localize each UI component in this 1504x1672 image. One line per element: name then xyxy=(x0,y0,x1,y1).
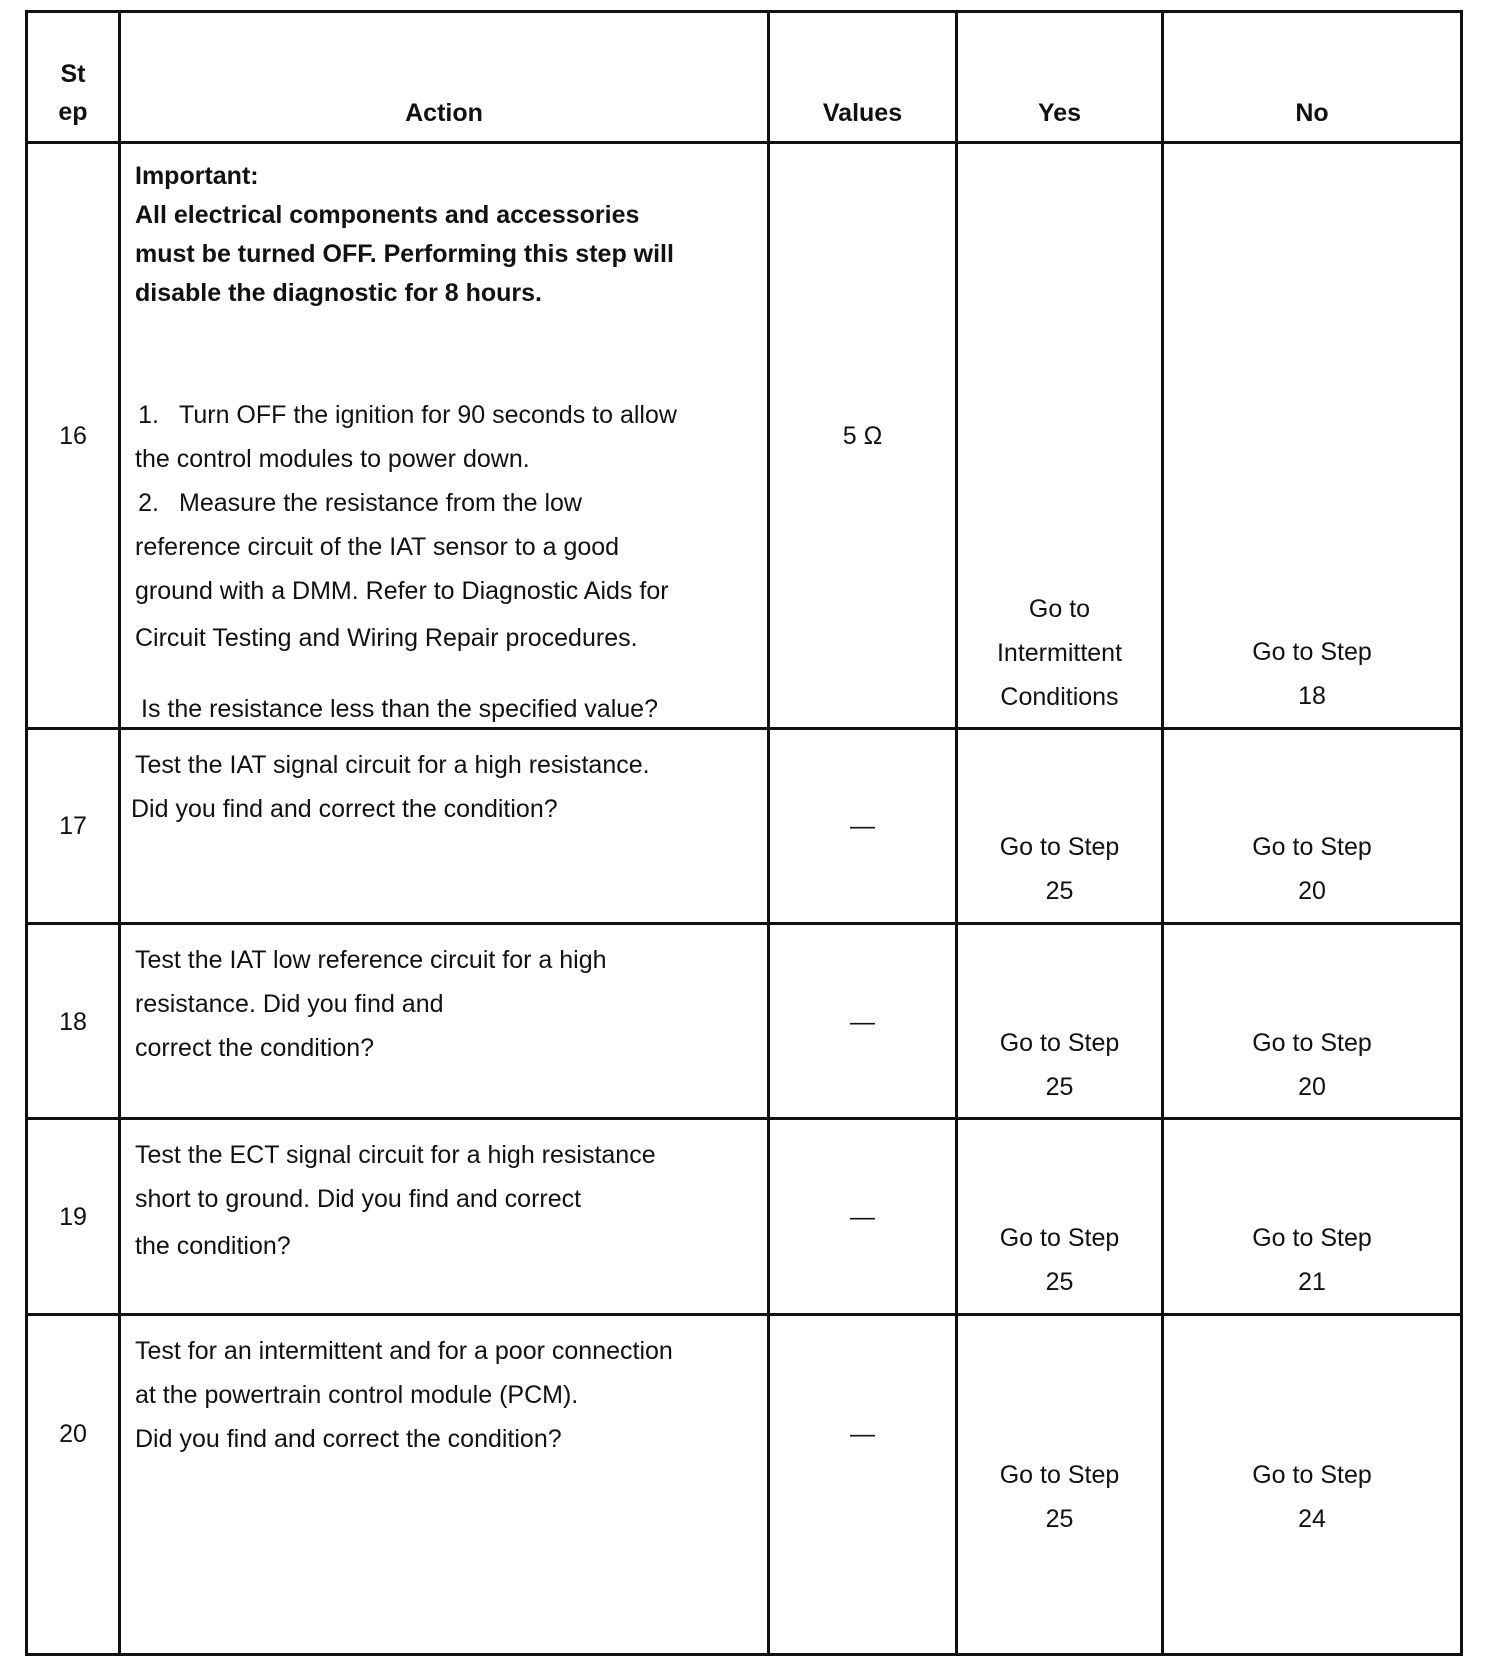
yes-line: Intermittent xyxy=(996,639,1123,667)
procedure-line: ground with a DMM. Refer to Diagnostic Aids for xyxy=(135,577,669,605)
question: Is the resistance less than the specified value? xyxy=(141,695,658,723)
row-18-action xyxy=(135,938,765,1070)
action-line: Test the ECT signal circuit for a high resistance xyxy=(135,1141,656,1169)
row-18-step: 18 xyxy=(59,1008,87,1036)
header-step-line: ep xyxy=(58,98,88,126)
grid-line xyxy=(25,922,1463,925)
no-line: 20 xyxy=(1298,1073,1326,1101)
row-20-step: 20 xyxy=(59,1420,87,1448)
grid-line xyxy=(25,10,1463,13)
procedure-line: the control modules to power down. xyxy=(135,445,530,473)
header-step-line: St xyxy=(60,60,86,88)
action-line: at the powertrain control module (PCM). xyxy=(135,1381,579,1409)
row-18-no xyxy=(1164,1021,1460,1109)
row-19-yes xyxy=(958,1216,1161,1304)
important-line: disable the diagnostic for 8 hours. xyxy=(135,279,543,307)
row-17-value: — xyxy=(850,812,875,840)
row-20-no xyxy=(1164,1453,1460,1541)
grid-line xyxy=(25,1313,1463,1316)
procedure-line: reference circuit of the IAT sensor to a good xyxy=(135,533,620,561)
procedure-number: 2. xyxy=(138,489,159,517)
procedure-line: Circuit Testing and Wiring Repair procedures. xyxy=(135,624,638,652)
row-17-action xyxy=(131,743,765,831)
row-16-no xyxy=(1164,630,1460,718)
row-16-action xyxy=(135,157,765,731)
header-yes: Yes xyxy=(1037,99,1082,127)
no-line: 24 xyxy=(1298,1505,1326,1533)
no-line: 21 xyxy=(1298,1268,1326,1296)
procedure-text: Measure the resistance from the low xyxy=(179,489,582,517)
row-19-step: 19 xyxy=(59,1203,87,1231)
row-19-no xyxy=(1164,1216,1460,1304)
row-16-yes xyxy=(958,587,1161,719)
action-line: short to ground. Did you find and correct xyxy=(135,1185,582,1213)
header-action: Action xyxy=(405,99,483,127)
header-step xyxy=(28,55,118,131)
important-line: must be turned OFF. Performing this step will xyxy=(135,240,674,268)
row-16-step: 16 xyxy=(59,422,87,450)
row-17-step: 17 xyxy=(59,812,87,840)
yes-line: 25 xyxy=(1045,1268,1074,1296)
row-20-value: — xyxy=(850,1420,875,1448)
yes-line: 25 xyxy=(1045,1505,1074,1533)
row-17-yes xyxy=(958,825,1161,913)
yes-line: Go to Step xyxy=(999,833,1120,861)
row-17-no xyxy=(1164,825,1460,913)
spacer xyxy=(135,313,765,393)
yes-line: 25 xyxy=(1045,877,1074,905)
no-line: Go to Step xyxy=(1252,1224,1372,1252)
grid-line xyxy=(25,1117,1463,1120)
yes-line: 25 xyxy=(1045,1073,1074,1101)
action-line: Did you find and correct the condition? xyxy=(135,1425,562,1453)
yes-line: Go to Step xyxy=(999,1461,1120,1489)
procedure-line xyxy=(135,393,765,437)
action-line: resistance. Did you find and xyxy=(135,990,444,1018)
procedure-number: 1. xyxy=(138,401,159,429)
spacer xyxy=(135,663,765,687)
action-line: correct the condition? xyxy=(135,1034,375,1062)
important-title: Important: xyxy=(135,162,259,190)
row-18-yes xyxy=(958,1021,1161,1109)
no-line: Go to Step xyxy=(1252,833,1372,861)
no-line: 20 xyxy=(1298,877,1326,905)
header-no: No xyxy=(1295,99,1329,127)
action-line: Test the IAT signal circuit for a high resistance. xyxy=(135,751,650,779)
row-19-action xyxy=(135,1133,765,1271)
yes-line: Go to Step xyxy=(999,1029,1120,1057)
header-values: Values xyxy=(822,99,903,127)
row-18-value: — xyxy=(850,1008,875,1036)
row-19-value: — xyxy=(850,1203,875,1231)
important-line: All electrical components and accessories xyxy=(135,201,640,229)
row-20-action xyxy=(135,1329,765,1461)
grid-line xyxy=(1460,10,1463,1656)
procedure-line xyxy=(135,481,765,525)
no-line: Go to Step xyxy=(1252,1029,1372,1057)
yes-line: Go to xyxy=(1028,595,1091,623)
yes-line: Conditions xyxy=(1000,683,1119,711)
no-line: Go to Step xyxy=(1252,638,1372,666)
diagnostic-table xyxy=(25,10,1463,1656)
action-line: the condition? xyxy=(135,1232,291,1260)
procedure-text: Turn OFF the ignition for 90 seconds to allow xyxy=(179,401,677,429)
action-line: Did you find and correct the condition? xyxy=(131,795,558,823)
grid-line xyxy=(118,10,121,1656)
row-20-yes xyxy=(958,1453,1161,1541)
row-16-value: 5 Ω xyxy=(842,422,883,450)
no-line: 18 xyxy=(1298,682,1326,710)
action-line: Test for an intermittent and for a poor connection xyxy=(135,1337,673,1365)
no-line: Go to Step xyxy=(1252,1461,1372,1489)
yes-line: Go to Step xyxy=(999,1224,1120,1252)
grid-line xyxy=(25,141,1463,144)
grid-line xyxy=(25,1653,1463,1656)
action-line: Test the IAT low reference circuit for a high xyxy=(135,946,607,974)
